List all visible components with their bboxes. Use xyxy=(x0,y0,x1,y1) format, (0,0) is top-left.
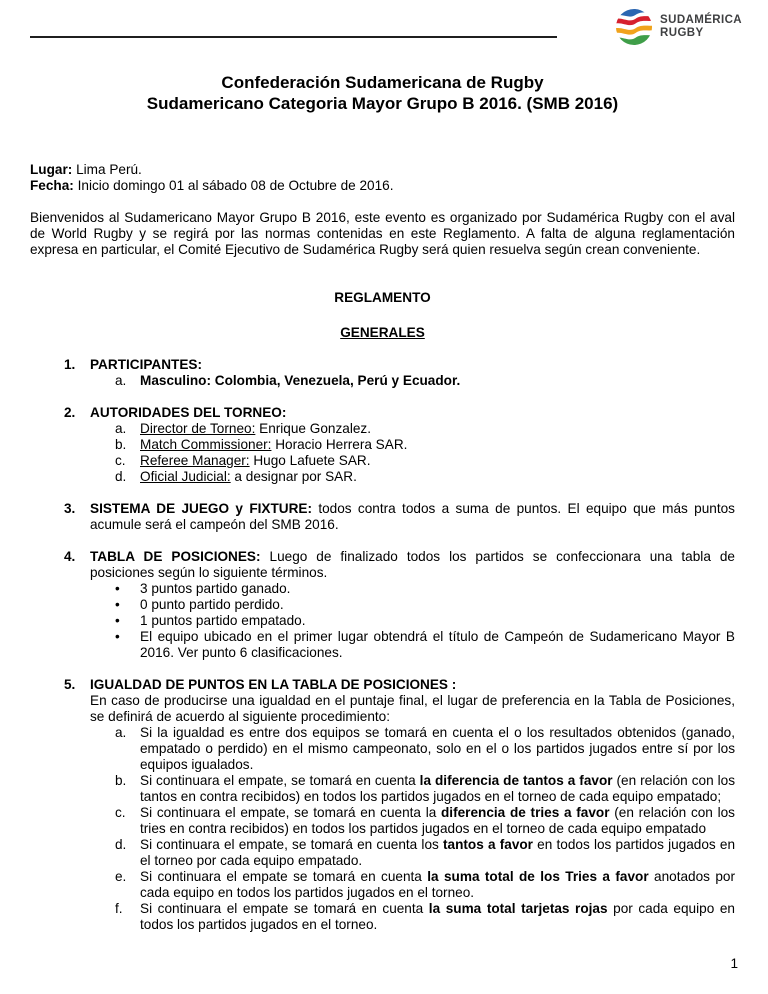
section-paragraph xyxy=(90,549,735,581)
bullet-text: El equipo ubicado en el primer lugar obtendrá el título de Campeón de Sudamericano Mayor B 2016. Ver punto 6 clasificaciones. xyxy=(140,629,735,660)
bullet-item xyxy=(90,597,735,613)
section-body xyxy=(90,549,735,661)
item-text-bold: la suma total tarjetas rojas xyxy=(428,901,608,916)
list-item xyxy=(90,469,735,485)
section-number: 4. xyxy=(64,549,76,564)
bullet-icon: • xyxy=(115,613,120,628)
fecha-line xyxy=(30,178,735,194)
item-text-pre: Si continuara el empate se tomará en cuenta xyxy=(140,869,428,884)
role-label: Match Commissioner: xyxy=(140,437,272,452)
lettered-list xyxy=(90,725,735,933)
item-text-bold: tantos a favor xyxy=(443,837,533,852)
section-body xyxy=(90,677,735,933)
section-title: IGUALDAD DE PUNTOS EN LA TABLA DE POSICIONES : xyxy=(90,677,457,692)
logo-text xyxy=(660,14,742,40)
title-line-2: Sudamericano Categoria Mayor Grupo B 2016. (SMB 2016) xyxy=(146,94,619,113)
list-item xyxy=(90,725,735,773)
list-item xyxy=(90,869,735,901)
bullet-text: 1 puntos partido empatado. xyxy=(140,613,306,628)
section-participantes xyxy=(30,357,735,389)
item-letter: d. xyxy=(115,837,127,852)
item-text-post: (en relación con los tries en contra recibidos) en todos los partidos jugados en el torneo de cada equipo empatado xyxy=(140,805,735,836)
role-value: Enrique Gonzalez. xyxy=(255,421,371,436)
item-text xyxy=(140,837,735,869)
bullet-icon: • xyxy=(115,597,120,612)
bullet-item xyxy=(90,581,735,597)
section-body xyxy=(90,405,735,485)
role-label: Director de Torneo: xyxy=(140,421,256,436)
logo-text-line2: RUGBY xyxy=(660,27,704,39)
rugby-ball-icon xyxy=(615,8,653,46)
item-text-post: (en relación con los tantos en contra recibidos) en todos los partidos jugados en el torneo de cada equipo empatado; xyxy=(140,773,735,804)
section-intro: En caso de producirse una igualdad en el puntaje final, el lugar de preferencia en la Tabla de Posiciones, se definirá de acuerdo al siguiente procedimiento: xyxy=(90,693,735,724)
item-text-bold: la suma total de los Tries a favor xyxy=(427,869,649,884)
item-letter: c. xyxy=(115,805,126,820)
list-item xyxy=(90,421,735,437)
role-label: Oficial Judicial: xyxy=(140,469,231,484)
generales-heading: GENERALES xyxy=(340,325,425,340)
lettered-list xyxy=(90,373,735,389)
item-letter: a. xyxy=(115,373,127,388)
item-text xyxy=(140,773,735,805)
item-text xyxy=(140,437,735,453)
item-text-post: en todos los partidos jugados en el torneo por cada equipo empatado. xyxy=(140,837,736,868)
section-number: 1. xyxy=(64,357,76,372)
section-text: todos contra todos a suma de puntos. El equipo que más puntos acumule será el campeón del SMB 2016. xyxy=(90,501,735,532)
bullet-text: 3 puntos partido ganado. xyxy=(140,581,291,596)
item-text-pre: Si continuara el empate, se tomará en cuenta los xyxy=(140,837,443,852)
item-text xyxy=(140,453,735,469)
item-text-pre: Si continuara el empate se tomará en cuenta xyxy=(140,901,429,916)
section-igualdad-de-puntos xyxy=(30,677,735,933)
item-text xyxy=(140,805,735,837)
item-letter: a. xyxy=(115,421,127,436)
item-text-bold: diferencia de tries a favor xyxy=(441,805,610,820)
item-text xyxy=(140,469,735,485)
item-bold-text: Masculino: Colombia, Venezuela, Perú y Ecuador. xyxy=(140,373,461,388)
role-label: Referee Manager: xyxy=(140,453,250,468)
lettered-list xyxy=(90,421,735,485)
role-value: Hugo Lafuete SAR. xyxy=(249,453,371,468)
item-text-post: por cada equipo en todos los partidos jugados en el torneo. xyxy=(140,901,735,932)
item-letter: c. xyxy=(115,453,126,468)
sudamerica-rugby-logo xyxy=(615,8,742,46)
section-text: Luego de finalizado todos los partidos se confeccionara una tabla de posiciones según lo siguiente términos. xyxy=(90,549,735,580)
bullet-icon: • xyxy=(115,629,120,644)
page-number: 1 xyxy=(730,956,738,971)
list-item xyxy=(90,453,735,469)
section-body xyxy=(90,501,735,533)
section-sistema-de-juego xyxy=(30,501,735,533)
section-title: TABLA DE POSICIONES: xyxy=(90,549,261,564)
section-number: 5. xyxy=(64,677,76,692)
item-text-pre: Si continuara el empate, se tomará en cuenta xyxy=(140,773,420,788)
bullet-text: 0 punto partido perdido. xyxy=(140,597,284,612)
reglamento-heading: REGLAMENTO xyxy=(334,290,431,305)
bullet-list xyxy=(90,581,735,661)
document-title xyxy=(30,72,735,114)
bullet-item xyxy=(90,629,735,661)
logo-text-line1: SUDAMÉRICA xyxy=(660,14,742,26)
item-text xyxy=(140,373,735,389)
role-value: a designar por SAR. xyxy=(230,469,357,484)
section-body xyxy=(90,357,735,389)
list-item xyxy=(90,837,735,869)
section-number: 2. xyxy=(64,405,76,420)
item-letter: a. xyxy=(115,725,127,740)
section-number: 3. xyxy=(64,501,76,516)
item-text-pre: Si la igualdad es entre dos equipos se tomará en cuenta el o los resultados obtenidos (ganado, empatado o perdido) en el mismo campeonato, solo en el o los partidos jugados entre sí por los equipos igualados. xyxy=(140,725,735,772)
item-letter: f. xyxy=(115,901,123,916)
item-text xyxy=(140,869,735,901)
section-title: SISTEMA DE JUEGO y FIXTURE: xyxy=(90,501,312,516)
section-tabla-de-posiciones xyxy=(30,549,735,661)
bullet-icon: • xyxy=(115,581,120,596)
item-text xyxy=(140,725,735,773)
item-letter: e. xyxy=(115,869,127,884)
item-text xyxy=(140,421,735,437)
list-item xyxy=(90,805,735,837)
fecha-label: Fecha: xyxy=(30,178,74,193)
list-item xyxy=(90,901,735,933)
lugar-label: Lugar: xyxy=(30,162,73,177)
item-text-pre: Si continuara el empate, se tomará en cuenta la xyxy=(140,805,441,820)
lugar-value: Lima Perú. xyxy=(72,162,142,177)
list-item xyxy=(90,373,735,389)
item-letter: b. xyxy=(115,437,127,452)
intro-paragraph: Bienvenidos al Sudamericano Mayor Grupo B 2016, este evento es organizado por Sudamérica Rugby con el aval de World Rugby y se regirá por las normas contenidas en este Reglamento. A falta de alguna reglamentación expresa en particular, el Comité Ejecutivo de Sudamérica Rugby será quien resuelva según crean conveniente. xyxy=(30,210,735,257)
document-content xyxy=(0,72,768,933)
bullet-item xyxy=(90,613,735,629)
list-item xyxy=(90,437,735,453)
role-value: Horacio Herrera SAR. xyxy=(271,437,408,452)
section-paragraph xyxy=(90,501,735,533)
item-text xyxy=(140,901,735,933)
item-text-post: anotados por cada equipo en todos los partidos jugados en el torneo. xyxy=(140,869,735,900)
item-text-bold: la diferencia de tantos a favor xyxy=(419,773,613,788)
event-meta xyxy=(30,162,735,194)
title-line-1: Confederación Sudamericana de Rugby xyxy=(221,73,544,92)
header-rule xyxy=(30,36,557,38)
item-letter: d. xyxy=(115,469,127,484)
section-autoridades xyxy=(30,405,735,485)
section-title: PARTICIPANTES: xyxy=(90,357,203,372)
item-letter: b. xyxy=(115,773,127,788)
fecha-value: Inicio domingo 01 al sábado 08 de Octubre de 2016. xyxy=(73,178,394,193)
lugar-line xyxy=(30,162,735,178)
document-header xyxy=(0,0,768,50)
section-title: AUTORIDADES DEL TORNEO: xyxy=(90,405,287,420)
list-item xyxy=(90,773,735,805)
